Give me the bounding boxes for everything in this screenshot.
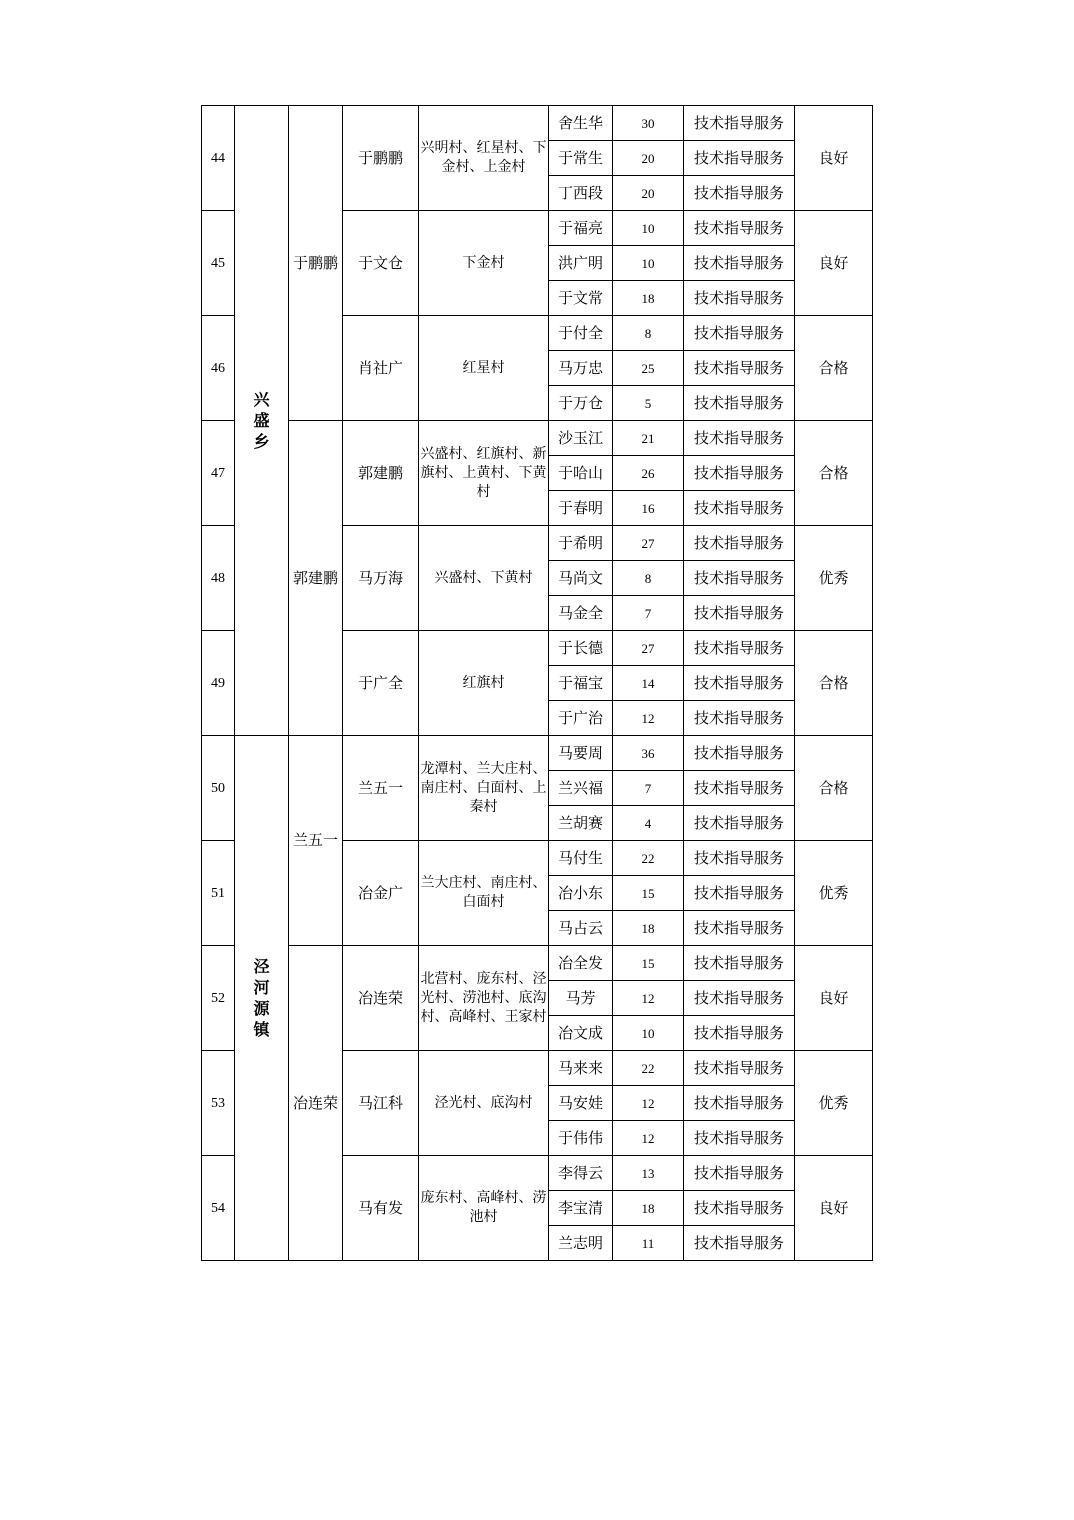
service-type: 技术指导服务 (684, 351, 795, 386)
member-name: 兰胡赛 (549, 806, 613, 841)
service-count: 15 (613, 946, 684, 981)
service-type: 技术指导服务 (684, 281, 795, 316)
service-count: 30 (613, 106, 684, 141)
member-name: 于常生 (549, 141, 613, 176)
rating: 优秀 (795, 841, 873, 946)
table-row (202, 106, 873, 141)
service-count: 22 (613, 1051, 684, 1086)
member-name: 于文常 (549, 281, 613, 316)
service-villages (419, 736, 549, 841)
member-name: 马金全 (549, 596, 613, 631)
member-name: 马万忠 (549, 351, 613, 386)
member-name: 兰志明 (549, 1226, 613, 1261)
service-type: 技术指导服务 (684, 806, 795, 841)
service-villages (419, 421, 549, 526)
service-count: 26 (613, 456, 684, 491)
table-row (202, 946, 873, 981)
rating: 合格 (795, 631, 873, 736)
service-type: 技术指导服务 (684, 1226, 795, 1261)
group-number: 48 (202, 526, 235, 631)
group-number: 45 (202, 211, 235, 316)
township-name-text: 泾河源镇 (253, 957, 270, 1039)
member-name: 马付生 (549, 841, 613, 876)
member-name: 马尚文 (549, 561, 613, 596)
service-type: 技术指导服务 (684, 1016, 795, 1051)
group-number: 44 (202, 106, 235, 211)
service-type: 技术指导服务 (684, 246, 795, 281)
table-row (202, 736, 873, 771)
rating: 良好 (795, 946, 873, 1051)
member-name: 舍生华 (549, 106, 613, 141)
member-name: 于万仓 (549, 386, 613, 421)
service-villages-text: 北营村、庞东村、泾光村、涝池村、底沟村、高峰村、王家村 (420, 970, 547, 1025)
service-type: 技术指导服务 (684, 561, 795, 596)
member-name: 马来来 (549, 1051, 613, 1086)
service-villages-text: 兴盛村、下黄村 (434, 569, 533, 586)
service-type: 技术指导服务 (684, 736, 795, 771)
service-villages (419, 631, 549, 736)
group-number: 47 (202, 421, 235, 526)
group-leader: 肖社广 (343, 316, 419, 421)
rating: 优秀 (795, 1051, 873, 1156)
member-name: 于哈山 (549, 456, 613, 491)
member-name: 冶小东 (549, 876, 613, 911)
service-count: 10 (613, 246, 684, 281)
service-villages (419, 316, 549, 421)
group-number: 46 (202, 316, 235, 421)
service-count: 10 (613, 1016, 684, 1051)
service-count: 16 (613, 491, 684, 526)
member-name: 于福亮 (549, 211, 613, 246)
service-count: 7 (613, 596, 684, 631)
group-leader: 冶金广 (343, 841, 419, 946)
service-villages-text: 红星村 (462, 359, 505, 376)
service-count: 8 (613, 561, 684, 596)
service-type: 技术指导服务 (684, 526, 795, 561)
service-type: 技术指导服务 (684, 596, 795, 631)
member-name: 于福宝 (549, 666, 613, 701)
service-villages-text: 龙潭村、兰大庄村、南庄村、白面村、上秦村 (420, 760, 547, 815)
member-name: 丁西段 (549, 176, 613, 211)
supervisor-name: 郭建鹏 (289, 421, 343, 736)
group-number: 51 (202, 841, 235, 946)
member-name: 于希明 (549, 526, 613, 561)
service-villages (419, 1156, 549, 1261)
service-villages-text: 兴盛村、红旗村、新旗村、上黄村、下黄村 (420, 445, 547, 500)
service-count: 12 (613, 981, 684, 1016)
rating: 合格 (795, 316, 873, 421)
service-count: 22 (613, 841, 684, 876)
group-number: 52 (202, 946, 235, 1051)
service-count: 18 (613, 911, 684, 946)
member-name: 冶文成 (549, 1016, 613, 1051)
group-leader: 冶连荣 (343, 946, 419, 1051)
supervisor-name: 于鹏鹏 (289, 106, 343, 421)
service-type: 技术指导服务 (684, 106, 795, 141)
service-type: 技术指导服务 (684, 666, 795, 701)
member-name: 冶全发 (549, 946, 613, 981)
service-count: 27 (613, 631, 684, 666)
service-villages-text: 兴明村、红星村、下金村、上金村 (420, 140, 547, 175)
group-leader: 马有发 (343, 1156, 419, 1261)
service-count: 12 (613, 1086, 684, 1121)
group-leader: 马江科 (343, 1051, 419, 1156)
service-type: 技术指导服务 (684, 876, 795, 911)
group-number: 49 (202, 631, 235, 736)
supervisor-name: 兰五一 (289, 736, 343, 946)
service-villages-text: 泾光村、底沟村 (434, 1094, 533, 1111)
service-count: 12 (613, 1121, 684, 1156)
rating: 良好 (795, 106, 873, 211)
group-leader: 马万海 (343, 526, 419, 631)
service-type: 技术指导服务 (684, 771, 795, 806)
service-villages (419, 106, 549, 211)
supervisor-name: 冶连荣 (289, 946, 343, 1261)
service-type: 技术指导服务 (684, 1086, 795, 1121)
group-leader: 于鹏鹏 (343, 106, 419, 211)
service-type: 技术指导服务 (684, 1121, 795, 1156)
member-name: 洪广明 (549, 246, 613, 281)
service-count: 15 (613, 876, 684, 911)
service-villages (419, 211, 549, 316)
service-count: 25 (613, 351, 684, 386)
township-name (235, 106, 289, 736)
service-type: 技术指导服务 (684, 841, 795, 876)
member-name: 马要周 (549, 736, 613, 771)
service-villages-text: 红旗村 (462, 674, 505, 691)
service-type: 技术指导服务 (684, 421, 795, 456)
member-name: 李得云 (549, 1156, 613, 1191)
township-name-text: 兴盛乡 (253, 390, 270, 451)
member-name: 于广治 (549, 701, 613, 736)
service-villages (419, 526, 549, 631)
group-leader: 郭建鹏 (343, 421, 419, 526)
service-count: 18 (613, 281, 684, 316)
service-count: 8 (613, 316, 684, 351)
service-villages-text: 兰大庄村、南庄村、白面村 (420, 875, 547, 910)
member-name: 沙玉江 (549, 421, 613, 456)
service-count: 18 (613, 1191, 684, 1226)
member-name: 马安娃 (549, 1086, 613, 1121)
service-count: 7 (613, 771, 684, 806)
service-record-table (201, 105, 873, 1261)
table-row (202, 421, 873, 456)
service-type: 技术指导服务 (684, 981, 795, 1016)
rating: 优秀 (795, 526, 873, 631)
service-count: 20 (613, 176, 684, 211)
service-count: 11 (613, 1226, 684, 1261)
member-name: 马芳 (549, 981, 613, 1016)
service-count: 12 (613, 701, 684, 736)
service-type: 技术指导服务 (684, 1191, 795, 1226)
service-villages (419, 1051, 549, 1156)
service-type: 技术指导服务 (684, 911, 795, 946)
service-type: 技术指导服务 (684, 176, 795, 211)
service-villages (419, 946, 549, 1051)
service-count: 20 (613, 141, 684, 176)
service-type: 技术指导服务 (684, 386, 795, 421)
township-name (235, 736, 289, 1261)
service-type: 技术指导服务 (684, 456, 795, 491)
rating: 良好 (795, 211, 873, 316)
rating: 合格 (795, 421, 873, 526)
service-count: 14 (613, 666, 684, 701)
service-count: 13 (613, 1156, 684, 1191)
group-number: 54 (202, 1156, 235, 1261)
service-count: 5 (613, 386, 684, 421)
service-villages-text: 庞东村、高峰村、涝池村 (420, 1190, 547, 1225)
service-count: 21 (613, 421, 684, 456)
service-count: 4 (613, 806, 684, 841)
member-name: 于付全 (549, 316, 613, 351)
service-type: 技术指导服务 (684, 491, 795, 526)
member-name: 于长德 (549, 631, 613, 666)
member-name: 于春明 (549, 491, 613, 526)
service-type: 技术指导服务 (684, 631, 795, 666)
service-type: 技术指导服务 (684, 316, 795, 351)
service-count: 36 (613, 736, 684, 771)
group-number: 53 (202, 1051, 235, 1156)
service-count: 10 (613, 211, 684, 246)
service-villages-text: 下金村 (462, 254, 505, 271)
group-number: 50 (202, 736, 235, 841)
group-leader: 于文仓 (343, 211, 419, 316)
rating: 良好 (795, 1156, 873, 1261)
group-leader: 兰五一 (343, 736, 419, 841)
rating: 合格 (795, 736, 873, 841)
service-type: 技术指导服务 (684, 1156, 795, 1191)
member-name: 兰兴福 (549, 771, 613, 806)
member-name: 于伟伟 (549, 1121, 613, 1156)
service-type: 技术指导服务 (684, 701, 795, 736)
member-name: 李宝清 (549, 1191, 613, 1226)
member-name: 马占云 (549, 911, 613, 946)
service-type: 技术指导服务 (684, 141, 795, 176)
service-type: 技术指导服务 (684, 211, 795, 246)
service-villages (419, 841, 549, 946)
service-type: 技术指导服务 (684, 946, 795, 981)
service-type: 技术指导服务 (684, 1051, 795, 1086)
group-leader: 于广全 (343, 631, 419, 736)
service-count: 27 (613, 526, 684, 561)
